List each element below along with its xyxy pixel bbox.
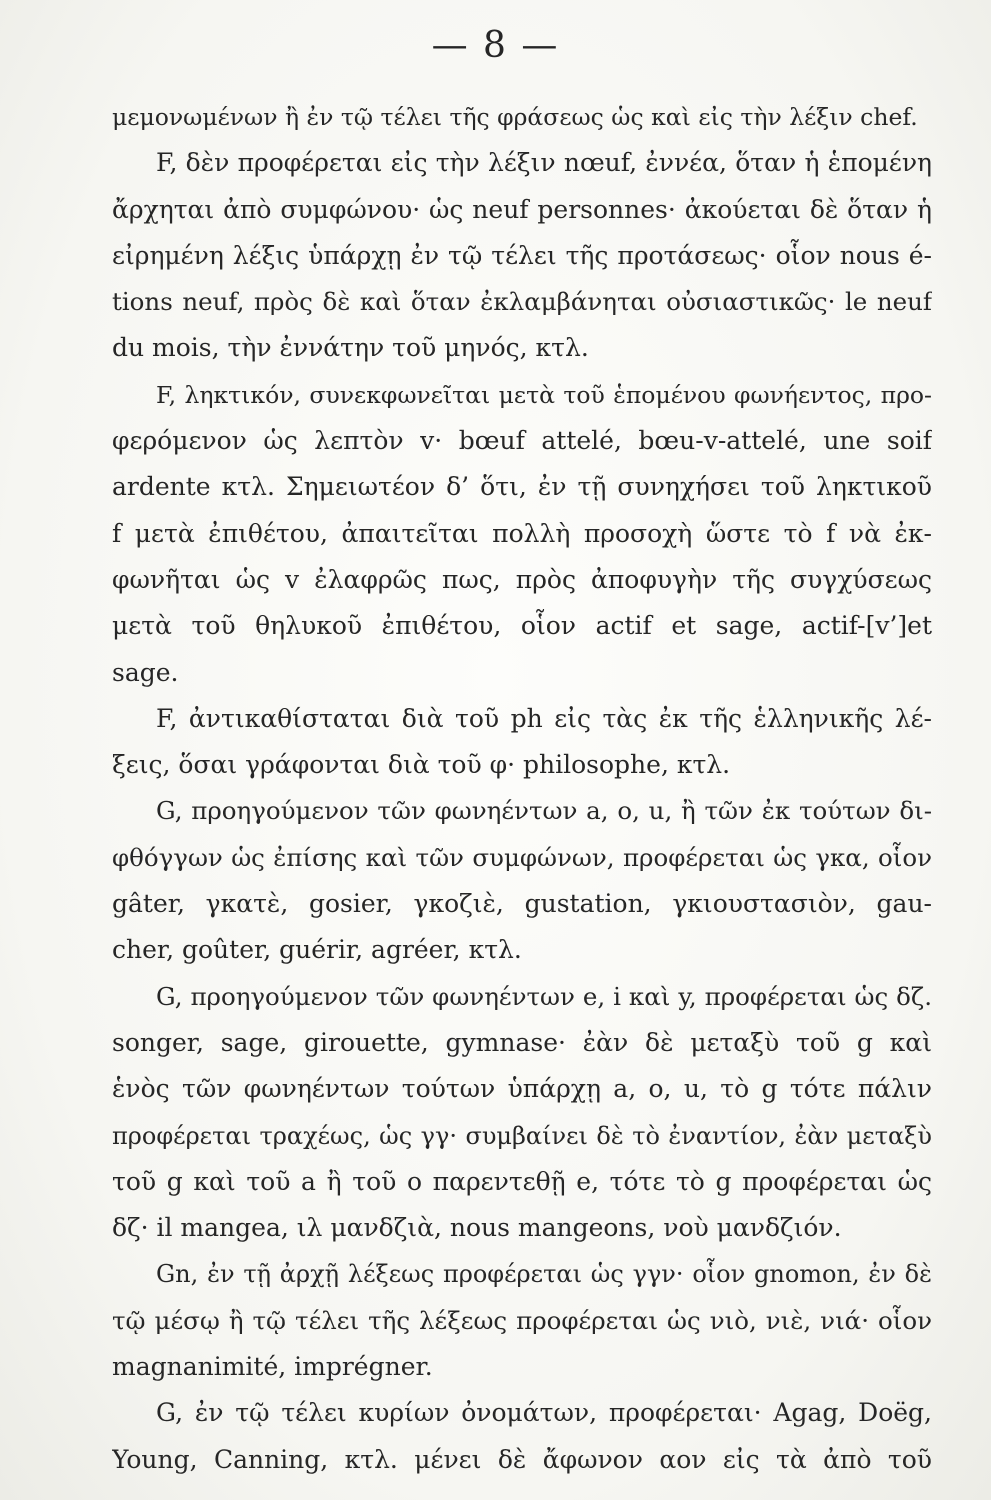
text-line: φερόμενον ὡς λεπτὸν v· bœuf attelé, bœu-v-attelé, une soif bbox=[112, 426, 932, 456]
text-line: φωνῆται ὡς v ἐλαφρῶς πως, πρὸς ἀποφυγὴν τῆς συγχύσεως bbox=[112, 564, 932, 594]
text-line: f μετὰ ἐπιθέτου, ἀπαιτεῖται πολλὴ προσοχὴ ὥστε τὸ f νὰ ἐκ- bbox=[112, 518, 932, 548]
text-line: ξεις, ὅσαι γράφονται διὰ τοῦ φ· philosophe, κτλ. bbox=[112, 750, 731, 780]
text-line: magnanimité, imprégner. bbox=[112, 1352, 433, 1382]
text-line: sage. bbox=[112, 657, 179, 687]
text-line: F, δὲν προφέρεται εἰς τὴν λέξιν nœuf, ἐννέα, ὅταν ἡ ἑπομένη bbox=[156, 148, 932, 178]
text-line: G, ἐν τῷ τέλει κυρίων ὀνομάτων, προφέρεται· Agag, Doëg, bbox=[156, 1398, 932, 1428]
text-line: μεμονωμένων ἢ ἐν τῷ τέλει τῆς φράσεως ὡς καὶ εἰς τὴν λέξιν chef. bbox=[112, 103, 918, 131]
text-line: F, ληκτικόν, συνεκφωνεῖται μετὰ τοῦ ἑπομένου φωνήεντος, προ- bbox=[156, 380, 932, 409]
text-line: cher, goûter, guérir, agréer, κτλ. bbox=[112, 935, 522, 965]
text-line: du mois, τὴν ἐννάτην τοῦ μηνός, κτλ. bbox=[112, 333, 589, 363]
text-line: G, προηγούμενον τῶν φωνηέντων a, o, u, ἢ τῶν ἐκ τούτων δι- bbox=[156, 796, 932, 826]
text-line: F, ἀντικαθίσταται διὰ τοῦ ph εἰς τὰς ἐκ τῆς ἑλληνικῆς λέ- bbox=[156, 703, 932, 733]
text-line: ἑνὸς τῶν φωνηέντων τούτων ὑπάρχῃ a, o, u, τὸ g τότε πάλιν bbox=[112, 1074, 932, 1104]
text-line: gâter, γκατὲ, gosier, γκοζιὲ, gustation, γκιουστασιὸν, gau- bbox=[112, 889, 932, 919]
page-number: — 8 — bbox=[431, 25, 560, 66]
body-text bbox=[112, 94, 932, 1483]
text-line: ardente κτλ. Σημειωτέον δ’ ὅτι, ἐν τῇ συνηχήσει τοῦ ληκτικοῦ bbox=[112, 472, 932, 502]
text-line: μετὰ τοῦ θηλυκοῦ ἐπιθέτου, οἷον actif et sage, actif-[v’]et bbox=[112, 611, 932, 641]
text-line: Gn, ἐν τῇ ἀρχῇ λέξεως προφέρεται ὡς γγν· οἷον gnomon, ἐν δὲ bbox=[156, 1260, 932, 1289]
text-line: φθόγγων ὡς ἐπίσης καὶ τῶν συμφώνων, προφέρεται ὡς γκα, οἷον bbox=[112, 842, 932, 872]
text-line: τῷ μέσῳ ἢ τῷ τέλει τῆς λέξεως προφέρεται ὡς νιὸ, νιὲ, νιά· οἷον bbox=[112, 1305, 932, 1335]
text-line: Young, Canning, κτλ. μένει δὲ ἄφωνον αον εἰς τὰ ἀπὸ τοῦ bbox=[112, 1444, 932, 1474]
text-line: ἄρχηται ἀπὸ συμφώνου· ὡς neuf personnes· ἀκούεται δὲ ὅταν ἡ bbox=[112, 194, 932, 224]
text-line: δζ· il mangea, ιλ μανδζιὰ, nous mangeons, νοὺ μανδζιόν. bbox=[112, 1213, 842, 1243]
text-line: τοῦ g καὶ τοῦ a ἢ τοῦ o παρεντεθῇ e, τότε τὸ g προφέρεται ὡς bbox=[112, 1166, 932, 1196]
text-line: songer, sage, girouette, gymnase· ἐὰν δὲ μεταξὺ τοῦ g καὶ bbox=[112, 1027, 932, 1057]
text-line: G, προηγούμενον τῶν φωνηέντων e, i καὶ y, προφέρεται ὡς δζ. bbox=[156, 981, 932, 1011]
text-line: εἰρημένη λέξις ὑπάρχῃ ἐν τῷ τέλει τῆς προτάσεως· οἷον nous é- bbox=[112, 240, 932, 270]
text-line: tions neuf, πρὸς δὲ καὶ ὅταν ἐκλαμβάνηται οὐσιαστικῶς· le neuf bbox=[112, 287, 932, 317]
text-line: προφέρεται τραχέως, ὡς γγ· συμβαίνει δὲ τὸ ἐναντίον, ἐὰν μεταξὺ bbox=[112, 1121, 932, 1150]
